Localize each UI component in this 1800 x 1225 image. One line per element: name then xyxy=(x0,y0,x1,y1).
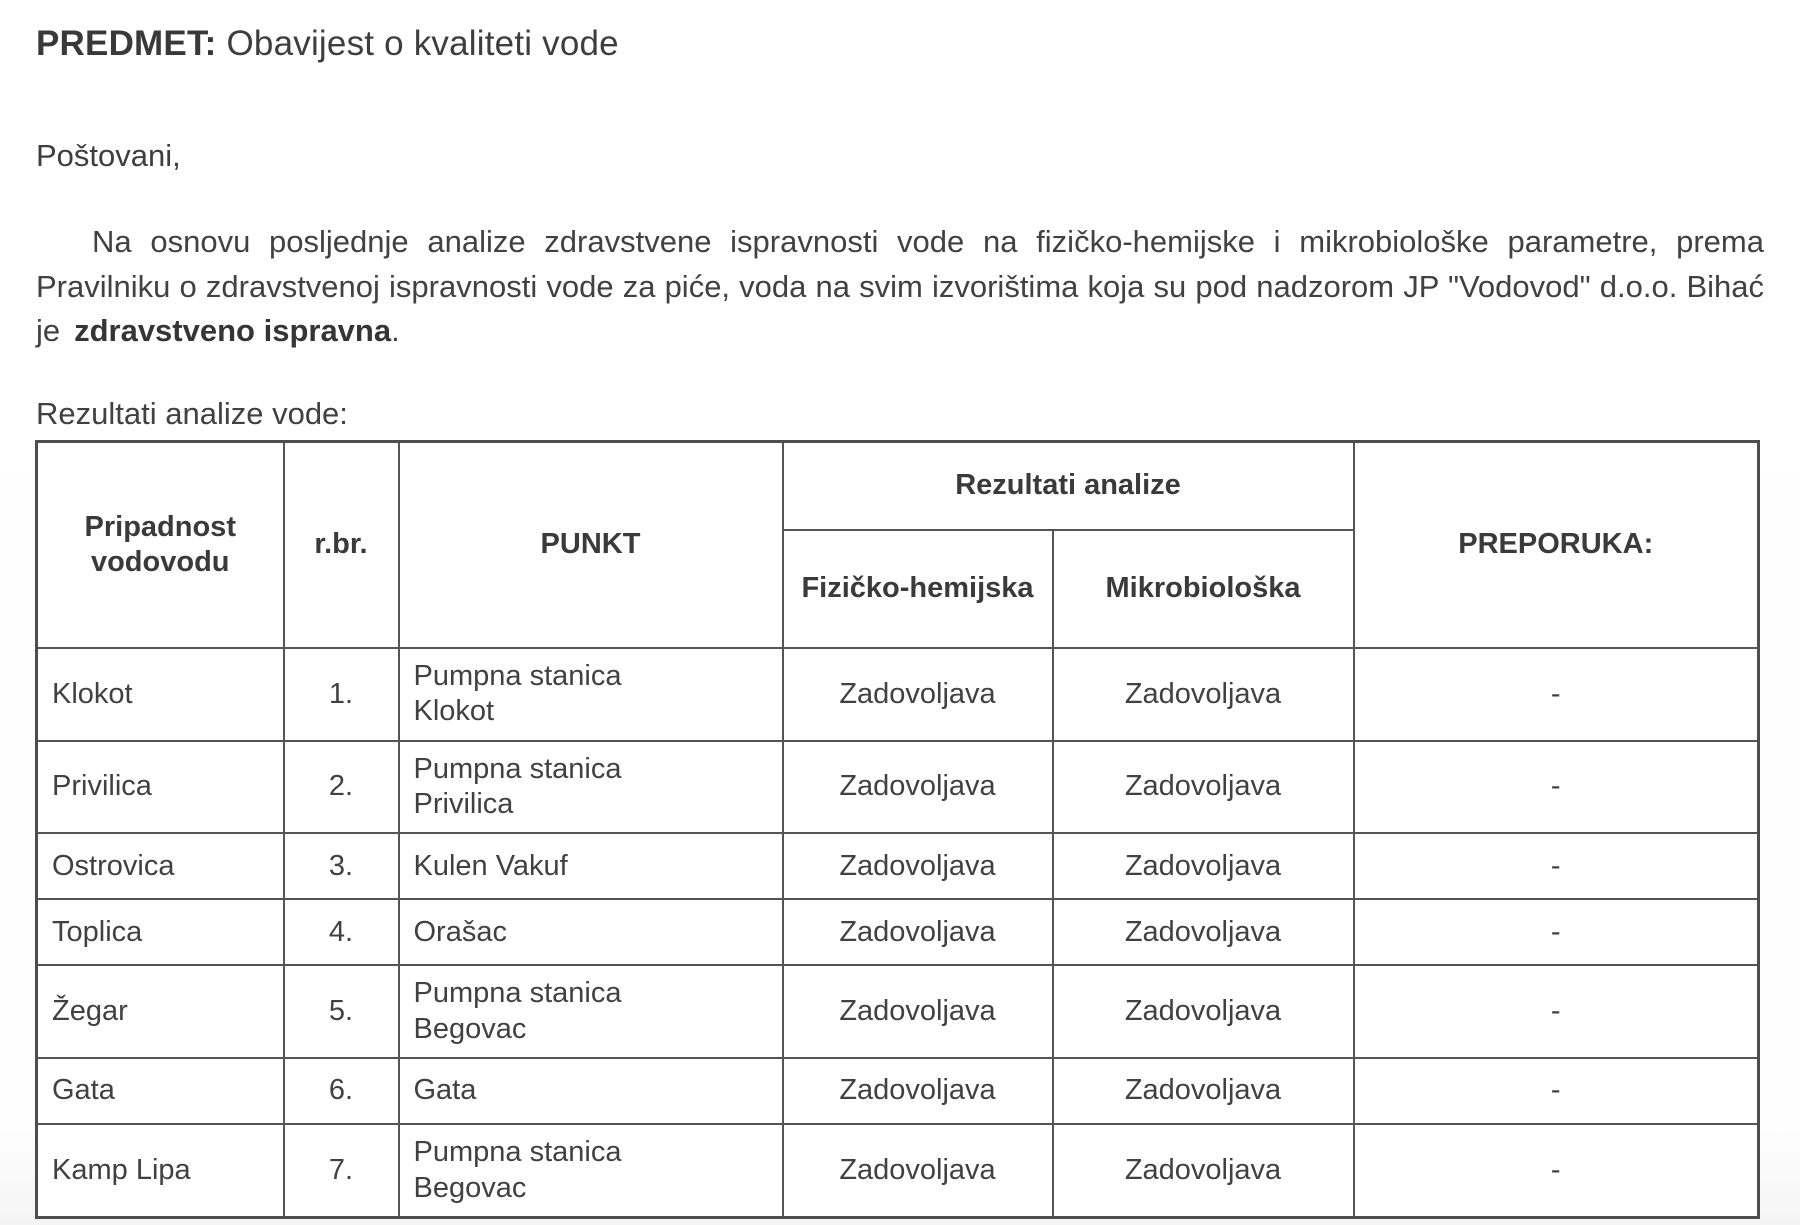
subject-line xyxy=(36,24,1764,64)
cell-preporuka: - xyxy=(1354,1058,1759,1124)
cell-punkt xyxy=(399,648,783,741)
cell-preporuka: - xyxy=(1354,648,1759,741)
table-row xyxy=(37,1124,1759,1217)
cell-preporuka: - xyxy=(1354,965,1759,1058)
cell-punkt xyxy=(399,899,783,965)
punkt-text: Pumpna stanica Klokot xyxy=(413,659,622,728)
cell-rbr: 7. xyxy=(284,1124,399,1217)
subject-text: Obavijest o kvaliteti vode xyxy=(226,24,619,63)
punkt-text: Gata xyxy=(413,1074,477,1107)
table-row xyxy=(37,1058,1759,1124)
punkt-text: Pumpna stanica Begovac xyxy=(413,1136,622,1204)
cell-mikro: Zadovoljava xyxy=(1053,648,1354,741)
subject-label: PREDMET: xyxy=(36,24,217,63)
paragraph-tail: . xyxy=(391,313,400,349)
table-row xyxy=(37,648,1759,741)
body-paragraph xyxy=(36,220,1764,354)
cell-fizicko: Zadovoljava xyxy=(783,965,1053,1058)
header-rbr: r.br. xyxy=(284,441,399,648)
punkt-text: Kulen Vakuf xyxy=(413,849,568,882)
table-caption: Rezultati analize vode: xyxy=(36,395,348,431)
header-vodovod: Pripadnost vodovodu xyxy=(37,441,284,648)
cell-vodovod: Toplica xyxy=(37,899,284,965)
header-preporuka: PREPORUKA: xyxy=(1354,441,1759,648)
cell-preporuka: - xyxy=(1354,741,1759,834)
table-header-row-1 xyxy=(37,441,1759,530)
punkt-text: Pumpna stanica Begovac xyxy=(413,977,622,1045)
cell-preporuka: - xyxy=(1354,1124,1759,1217)
header-mikrobioloska: Mikrobiološka xyxy=(1053,530,1354,648)
cell-vodovod: Žegar xyxy=(37,965,284,1058)
cell-rbr: 1. xyxy=(284,648,399,741)
paragraph-main: Na osnovu posljednje analize zdravstvene ispravnosti vode na fizičko-hemijske i mikrobiološke parametre, prema Pravilniku o zdravstvenoj ispravnosti vode za piće, voda na svim izvorištima koja su pod nadzorom JP "Vodovod" d.o.o. Bihać je xyxy=(36,224,1764,349)
cell-mikro: Zadovoljava xyxy=(1053,1124,1354,1217)
cell-fizicko: Zadovoljava xyxy=(783,1058,1053,1124)
cell-rbr: 3. xyxy=(284,833,399,899)
cell-punkt xyxy=(399,965,783,1058)
cell-vodovod: Ostrovica xyxy=(37,833,284,899)
results-table xyxy=(35,440,1760,1219)
cell-vodovod: Klokot xyxy=(37,648,284,741)
punkt-text: Pumpna stanica Privilica xyxy=(413,752,622,820)
cell-fizicko: Zadovoljava xyxy=(783,1124,1053,1217)
table-row xyxy=(37,965,1759,1058)
cell-vodovod: Gata xyxy=(37,1058,284,1124)
cell-fizicko: Zadovoljava xyxy=(783,899,1053,965)
cell-fizicko: Zadovoljava xyxy=(783,741,1053,834)
cell-rbr: 2. xyxy=(284,741,399,834)
cell-fizicko: Zadovoljava xyxy=(783,833,1053,899)
table-row xyxy=(37,833,1759,899)
table-row xyxy=(37,741,1759,834)
paragraph-bold: zdravstveno ispravna xyxy=(74,313,392,349)
cell-punkt xyxy=(399,833,783,899)
cell-punkt xyxy=(399,1124,783,1217)
header-punkt: PUNKT xyxy=(399,441,783,648)
cell-rbr: 6. xyxy=(284,1058,399,1124)
header-fizicko-hemijska: Fizičko-hemijska xyxy=(783,530,1053,648)
cell-mikro: Zadovoljava xyxy=(1053,899,1354,965)
punkt-text: Orašac xyxy=(413,915,507,948)
cell-vodovod: Privilica xyxy=(37,741,284,834)
cell-punkt xyxy=(399,741,783,834)
cell-fizicko: Zadovoljava xyxy=(783,648,1053,741)
cell-mikro: Zadovoljava xyxy=(1053,741,1354,834)
table-row xyxy=(37,899,1759,965)
greeting: Poštovani, xyxy=(36,138,181,173)
cell-punkt xyxy=(399,1058,783,1124)
cell-mikro: Zadovoljava xyxy=(1053,965,1354,1058)
cell-mikro: Zadovoljava xyxy=(1053,833,1354,899)
cell-preporuka: - xyxy=(1354,833,1759,899)
cell-rbr: 4. xyxy=(284,899,399,965)
cell-mikro: Zadovoljava xyxy=(1053,1058,1354,1124)
cell-vodovod: Kamp Lipa xyxy=(37,1124,284,1217)
cell-preporuka: - xyxy=(1354,899,1759,965)
cell-rbr: 5. xyxy=(284,965,399,1058)
header-rezultati-group: Rezultati analize xyxy=(783,441,1354,530)
